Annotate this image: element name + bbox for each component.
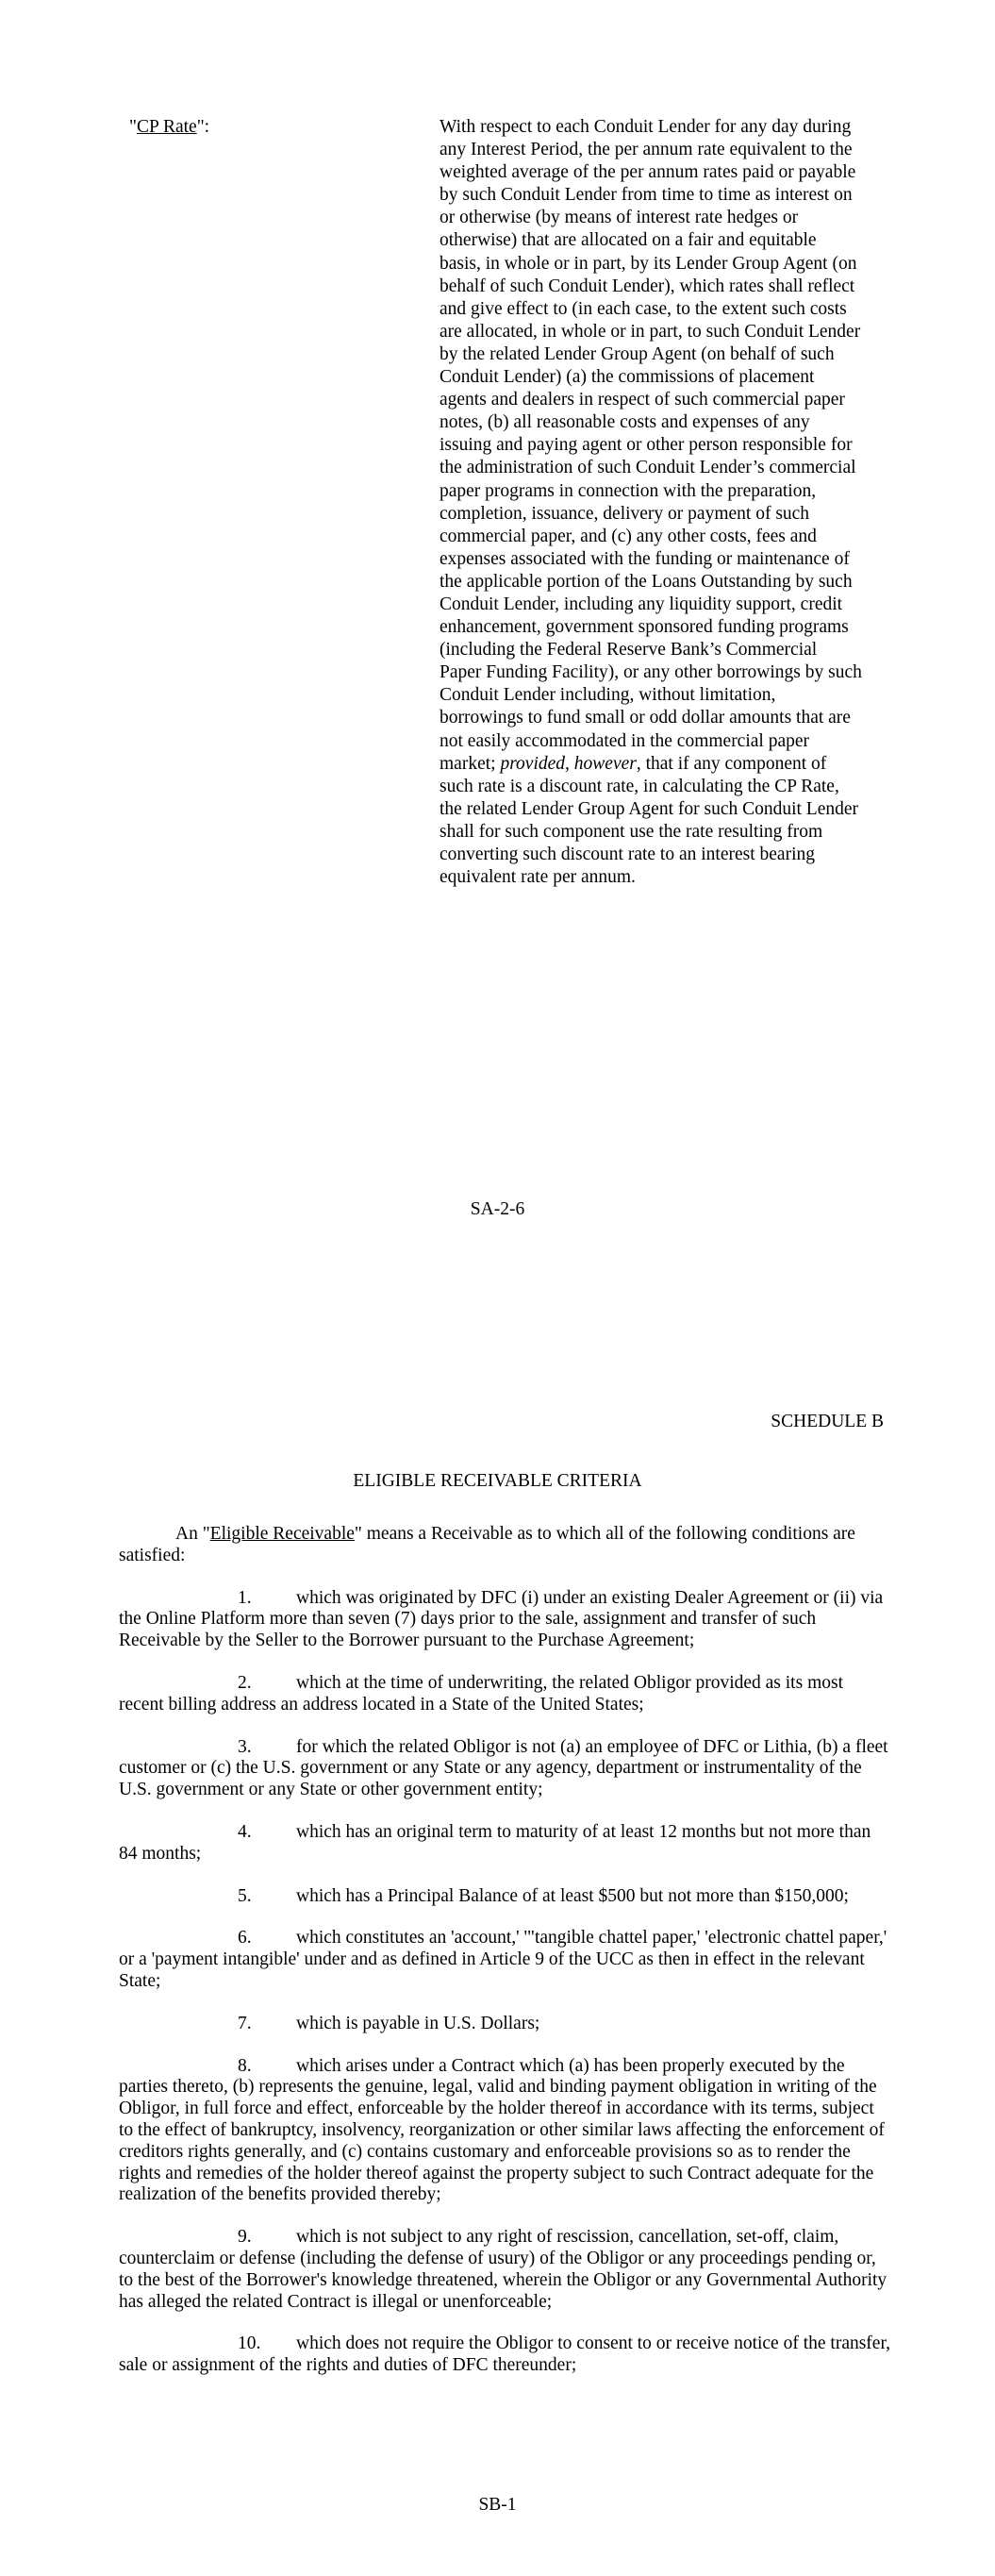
item-text: which arises under a Contract which (a) has been properly executed by the parties thereto, (b) represents the genuine, legal, valid and binding payment obligation in writing of the Obligor, in full force and effect, enforceable by the holder thereof in accordance with its terms, subject to the effect of bankruptcy, insolvency, reorganization or other similar laws affecting the enforcement of creditors rights generally, and (c) contains customary and enforceable provisions so as to render the rights and remedies of the holder thereof against the property subject to such Contract adequate for the realization of the benefits provided thereby; <box>119 2055 885 2205</box>
page-number: SA-2-6 <box>470 1199 525 1219</box>
definition-line: With respect to each Conduit Lender for any day during <box>439 117 852 137</box>
term-definition <box>439 116 902 889</box>
definition-line: expenses associated with the funding or maintenance of <box>439 548 850 569</box>
definition-line: notes, (b) all reasonable costs and expenses of any <box>439 412 810 433</box>
proviso-tail: , that if any component of <box>636 753 827 774</box>
criteria-item <box>119 1886 892 1908</box>
defined-term <box>129 116 209 139</box>
item-text: which has an original term to maturity of at least 12 months but not more than 84 months; <box>119 1821 871 1864</box>
definition-line: completion, issuance, delivery or payment of such <box>439 503 810 524</box>
item-number: 3. <box>238 1736 252 1757</box>
criteria-item <box>119 1588 892 1652</box>
definition-line: are allocated, in whole or in part, to such Conduit Lender <box>439 321 861 342</box>
item-number: 8. <box>238 2055 252 2076</box>
term-open-quote: " <box>129 117 137 137</box>
definition-line: Conduit Lender including, without limitation, <box>439 685 776 706</box>
definition-line: basis, in whole or in part, by its Lender Group Agent (on <box>439 253 857 274</box>
criteria-item <box>119 1928 892 1992</box>
item-number: 4. <box>238 1821 252 1842</box>
definition-line: by the related Lender Group Agent (on behalf of such <box>439 343 835 364</box>
definition-line: paper programs in connection with the preparation, <box>439 480 817 501</box>
item-number: 10. <box>238 2333 261 2354</box>
definition-line: borrowings to fund small or odd dollar amounts that are <box>439 708 851 728</box>
intro-lead: An " <box>175 1524 210 1544</box>
item-text: which has a Principal Balance of at least $500 but not more than $150,000; <box>296 1885 849 1906</box>
criteria-item <box>119 2227 892 2313</box>
item-text: for which the related Obligor is not (a) an employee of DFC or Lithia, (b) a fleet customer or (c) the U.S. government or any State or any agency, department or instrumentality of the U.S. government or any State or other government entity; <box>119 1736 888 1800</box>
definition-line: the applicable portion of the Loans Outstanding by such <box>439 571 853 592</box>
criteria-item <box>119 1737 892 1801</box>
section-heading: ELIGIBLE RECEIVABLE CRITERIA <box>353 1471 642 1491</box>
term-name: CP Rate <box>136 117 197 137</box>
criteria-item <box>119 2333 892 2377</box>
proviso-italic: provided, however <box>500 753 637 774</box>
item-number: 1. <box>238 1587 252 1608</box>
item-text: which at the time of underwriting, the related Obligor provided as its most recent billing address an address located in a State of the United States; <box>119 1672 843 1715</box>
definition-line: Conduit Lender, including any liquidity support, credit <box>439 594 843 614</box>
intro-tail: " means a Receivable as to which all of the following conditions are satisfied: <box>119 1524 855 1565</box>
definition-line: issuing and paying agent or other person responsible for <box>439 435 853 456</box>
item-number: 9. <box>238 2227 252 2248</box>
definition-line: shall for such component use the rate resulting from <box>439 821 823 842</box>
definition-line: behalf of such Conduit Lender), which rates shall reflect <box>439 276 855 296</box>
definition-line: the related Lender Group Agent for such Conduit Lender <box>439 798 859 819</box>
definition-line: agents and dealers in respect of such commercial paper <box>439 390 845 410</box>
definition-line: otherwise) that are allocated on a fair and equitable <box>439 230 817 251</box>
definition-line: the administration of such Conduit Lender’s commercial <box>439 458 856 478</box>
criteria-item <box>119 2056 892 2207</box>
definition-line: commercial paper, and (c) any other costs, fees and <box>439 526 817 546</box>
definition-line: such rate is a discount rate, in calculating the CP Rate, <box>439 776 839 796</box>
definition-line: any Interest Period, the per annum rate equivalent to the <box>439 140 853 160</box>
definition-line: by such Conduit Lender from time to time as interest on <box>439 185 853 206</box>
item-number: 7. <box>238 2013 252 2033</box>
item-number: 6. <box>238 1928 252 1949</box>
item-text: which constitutes an 'account,' '"tangible chattel paper,' 'electronic chattel paper,' or a 'payment intangible' under and as defined in Article 9 of the UCC as then in effect in the relevant State; <box>119 1928 887 1991</box>
definition-line: and give effect to (in each case, to the extent such costs <box>439 298 847 319</box>
page-number: SB-1 <box>478 2495 517 2515</box>
item-number: 2. <box>238 1672 252 1693</box>
criteria-item <box>119 2014 892 2035</box>
proviso-lead: market; <box>439 753 501 774</box>
item-text: which was originated by DFC (i) under an existing Dealer Agreement or (ii) via the Online Platform more than seven (7) days prior to the sale, assignment and transfer of such Receivable by the Seller to the Borrower pursuant to the Purchase Agreement; <box>119 1587 884 1651</box>
item-number: 5. <box>238 1885 252 1906</box>
page-sb-1 <box>0 1312 995 2576</box>
definition-line: or otherwise (by means of interest rate hedges or <box>439 208 799 228</box>
intro-defined-term: Eligible Receivable <box>209 1524 355 1544</box>
criteria-item <box>119 1673 892 1716</box>
definition-line: weighted average of the per annum rates paid or payable <box>439 162 856 183</box>
criteria-item <box>119 1822 892 1865</box>
definition-line: converting such discount rate to an interest bearing <box>439 845 815 864</box>
item-text: which does not require the Obligor to consent to or receive notice of the transfer, sale or assignment of the rights and duties of DFC thereunder; <box>119 2333 891 2376</box>
term-close-quote: ": <box>196 117 210 137</box>
schedule-label: SCHEDULE B <box>771 1412 884 1431</box>
criteria-body <box>119 1524 892 2398</box>
item-text: which is not subject to any right of rescission, cancellation, set-off, claim, counterclaim or defense (including the defense of usury) of the Obligor or any proceedings pending or, to the best of the Borrower's knowledge threatened, wherein the Obligor or any Governmental Authority has alleged the related Contract is illegal or unenforceable; <box>119 2227 887 2312</box>
definition-line: Conduit Lender) (a) the commissions of placement <box>439 367 815 388</box>
definition-line: Paper Funding Facility), or any other borrowings by such <box>439 662 862 683</box>
definition-line-proviso <box>439 753 902 776</box>
intro-paragraph <box>119 1524 892 1567</box>
definition-line: equivalent rate per annum. <box>439 867 636 888</box>
definition-line: not easily accommodated in the commercial paper <box>439 730 810 751</box>
item-text: which is payable in U.S. Dollars; <box>296 2013 540 2033</box>
definition-line: (including the Federal Reserve Bank’s Commercial <box>439 640 818 661</box>
definition-line: enhancement, government sponsored funding programs <box>439 617 849 638</box>
